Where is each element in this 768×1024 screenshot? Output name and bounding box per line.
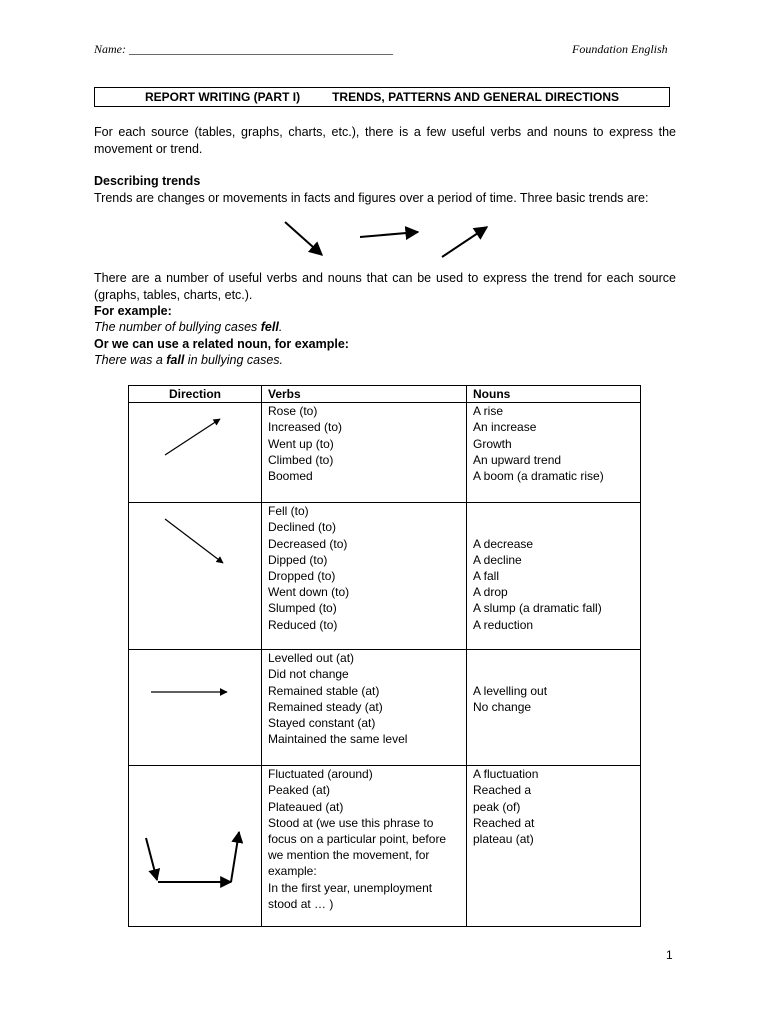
nouns-cell-up: A rise An increase Growth An upward trend A boom (a dramatic rise) (467, 403, 641, 503)
example-noun-sentence: There was a fall in bullying cases. (94, 353, 283, 367)
header-direction: Direction (129, 386, 262, 403)
describing-text: Trends are changes or movements in facts and figures over a period of time. Three basic trends are: (94, 191, 649, 205)
describing-heading: Describing trends (94, 174, 201, 188)
table-row-fluctuate (129, 766, 641, 927)
verbs-cell-down: Fell (to) Declined (to) Decreased (to) Dipped (to) Dropped (to) Went down (to) Slumped (to) Reduced (to) (262, 503, 467, 650)
verbs-cell-level: Levelled out (at) Did not change Remained stable (at) Remained steady (at) Stayed constant (at) Maintained the same level (262, 650, 467, 766)
intro-paragraph: For each source (tables, graphs, charts, etc.), there is a few useful verbs and nouns to express the movement or trend. (94, 125, 676, 156)
fluctuation-arrows-icon (135, 766, 243, 921)
for-example-label: For example: (94, 304, 172, 318)
direction-cell-down (129, 503, 262, 650)
related-noun-label: Or we can use a related noun, for example: (94, 337, 349, 351)
title-right: TRENDS, PATTERNS AND GENERAL DIRECTIONS (332, 90, 619, 104)
nouns-cell-level: A levelling out No change (467, 650, 641, 766)
table-row-level (129, 650, 641, 766)
verbs-cell-up: Rose (to) Increased (to) Went up (to) Climbed (to) Boomed (262, 403, 467, 503)
example-verb-sentence: The number of bullying cases fell. (94, 320, 283, 334)
header-nouns: Nouns (467, 386, 641, 403)
basic-trend-arrows (270, 212, 500, 264)
table-row-down (129, 503, 641, 650)
usage-paragraph: There are a number of useful verbs and nouns that can be used to express the trend for each source (graphs, tables, charts, etc.). (94, 271, 676, 302)
down-arrow-icon (285, 222, 322, 255)
upward-arrow-icon (135, 403, 243, 498)
downward-arrow-icon (135, 503, 243, 643)
name-field-label: Name: ____________________________________________ (94, 42, 393, 56)
header-verbs: Verbs (262, 386, 467, 403)
table-row-up (129, 403, 641, 503)
title-left: REPORT WRITING (PART I) (144, 90, 301, 104)
direction-cell-fluctuate (129, 766, 262, 927)
direction-cell-up (129, 403, 262, 503)
direction-cell-level (129, 650, 262, 766)
level-arrow-icon (360, 232, 418, 237)
page-number: 1 (666, 948, 673, 962)
page-title (94, 87, 670, 107)
verbs-cell-fluctuate: Fluctuated (around) Peaked (at) Plateaued (at) Stood at (we use this phrase to focus on a particular point, before we mention the movement, for example: In the first year, unemployment stood at … ) (262, 766, 467, 927)
level-arrow-icon (135, 650, 243, 760)
trend-vocabulary-table (128, 385, 641, 927)
up-arrow-icon (442, 227, 487, 257)
nouns-cell-down: A decrease A decline A fall A drop A slump (a dramatic fall) A reduction (467, 503, 641, 650)
table-header-row (129, 386, 641, 403)
course-name: Foundation English (572, 42, 668, 56)
nouns-cell-fluctuate: A fluctuation Reached a peak (of) Reached at plateau (at) (467, 766, 641, 927)
